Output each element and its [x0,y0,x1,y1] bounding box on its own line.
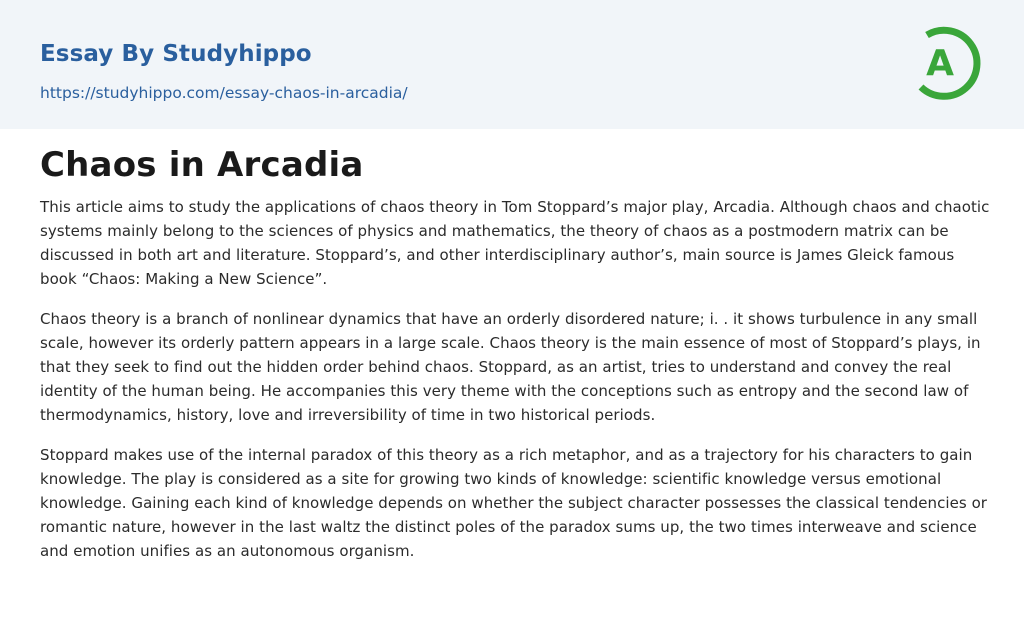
article-paragraph: Chaos theory is a branch of nonlinear dynamics that have an orderly disordered nature; i. . it shows turbulence in any small scale, however its orderly pattern appears in a large scale. Chaos theory is the main essence of most of Stoppard’s plays, in that they seek to find out the hidden order behind chaos. Stoppard, as an artist, tries to understand and convey the real identity of the human being. He accompanies this very theme with the conceptions such as entropy and the second law of thermodynamics, history, love and irreversibility of time in two historical periods. [40,310,981,424]
essay-url-link[interactable]: https://studyhippo.com/essay-chaos-in-arcadia/ [40,84,408,102]
logo-letter: A [926,43,954,84]
site-header [0,0,1024,129]
article-body [40,195,990,579]
site-brand[interactable]: Essay By Studyhippo [40,41,312,67]
article-paragraph: Stoppard makes use of the internal paradox of this theory as a rich metaphor, and as a trajectory for his characters to gain knowledge. The play is considered as a site for growing two kinds of knowledge: scientific knowledge versus emotional knowledge. Gaining each kind of knowledge depends on whether the subject character possesses the classical tendencies or romantic nature, however in the last waltz the distinct poles of the paradox sums up, the two times interweave and science and emotion unifies as an autonomous organism. [40,446,988,560]
article-paragraph: This article aims to study the applications of chaos theory in Tom Stoppard’s major play, Arcadia. Although chaos and chaotic systems mainly belong to the sciences of physics and mathematics, the theory of chaos as a postmodern matrix can be discussed in both art and literature. Stoppard’s, and other interdisciplinary author’s, main source is James Gleick famous book “Chaos: Making a New Science”. [40,198,990,288]
page-title: Chaos in Arcadia [40,145,364,185]
logo-icon[interactable] [913,19,985,105]
